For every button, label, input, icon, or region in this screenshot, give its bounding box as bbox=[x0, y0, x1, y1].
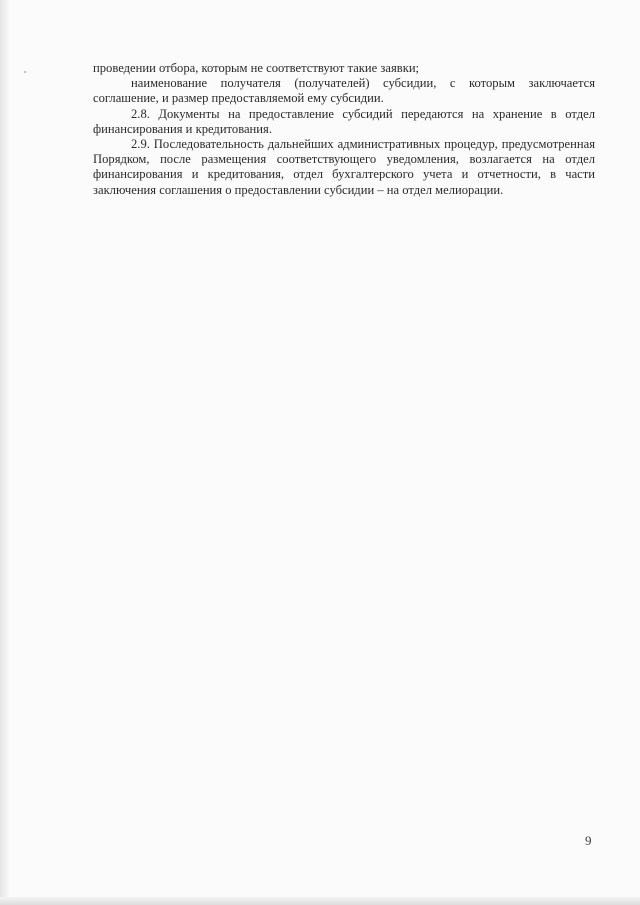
scan-shadow-left bbox=[0, 0, 10, 905]
paragraph-continuation: проведении отбора, которым не соответствуют такие заявки; bbox=[93, 61, 420, 75]
page-number: 9 bbox=[585, 833, 592, 848]
paragraph-2-9: 2.9. Последовательность дальнейших административных процедур, предусмотренная Порядком, после размещения соответствующего уведомления, возлагается на отдел финансирования и кредитования, отдел бухгалтерского учета и отчетности, в части заключения соглашения о предоставлении субсидии – на отдел мелиорации. bbox=[93, 137, 595, 197]
scan-speck bbox=[24, 71, 26, 73]
scan-shadow-bottom bbox=[0, 897, 640, 905]
paragraph-2-8: 2.8. Документы на предоставление субсидий передаются на хранение в отдел финансирования и кредитования. bbox=[93, 106, 595, 136]
document-body bbox=[93, 61, 595, 198]
paragraph-recipient-name: наименование получателя (получателей) субсидии, с которым заключается соглашение, и размер предоставляемой ему субсидии. bbox=[93, 76, 595, 106]
